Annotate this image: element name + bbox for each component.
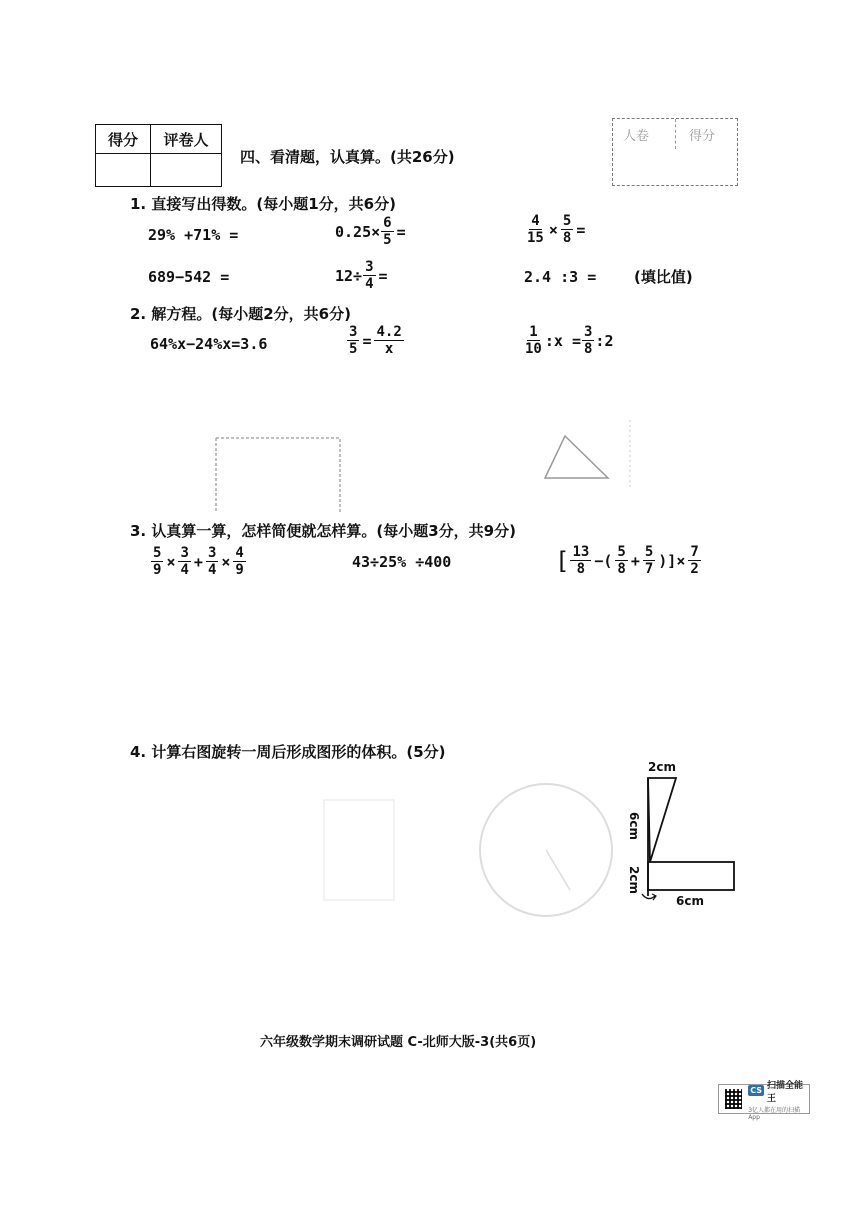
label-bottom-length: 6cm bbox=[676, 894, 704, 908]
q1-item-a: 29% +71% = bbox=[148, 226, 239, 244]
label-top-width: 2cm bbox=[648, 760, 676, 774]
score-table bbox=[95, 124, 222, 187]
faded-circle-shadow bbox=[300, 780, 620, 930]
q2-item-c: $\frac{1}{10}$ :x = $\frac{3}{8}$ :2 bbox=[525, 324, 614, 357]
q1-item-d: 689−542 = bbox=[148, 268, 230, 286]
faded-background-shapes bbox=[200, 420, 660, 520]
faded-stamp: 人卷 得分 bbox=[612, 118, 738, 186]
q2-item-b: $\frac{3}{5}$ = $\frac{4.2}{x}$ bbox=[349, 324, 402, 357]
section-title: 四、看清题，认真算。(共26分) bbox=[240, 148, 455, 166]
q3-item-a: $\frac{5}{9}$ × $\frac{3}{4}$ + $\frac{3}{4}$ × $\frac{4}{9}$ bbox=[153, 545, 244, 578]
q1-item-f: 2.4 :3 = bbox=[524, 268, 597, 286]
score-header: 得分 bbox=[96, 125, 151, 154]
page-footer: 六年级数学期末调研试题 C-北师大版-3(共6页) bbox=[260, 1035, 537, 1050]
qr-code-icon bbox=[725, 1089, 742, 1109]
q2-heading: 2. 解方程。(每小题2分，共6分) bbox=[130, 305, 351, 323]
q4-heading: 4. 计算右图旋转一周后形成图形的体积。(5分) bbox=[130, 743, 446, 761]
q1-ratio-note: (填比值) bbox=[634, 268, 693, 286]
q1-item-c: $\frac{4}{15}$ × $\frac{5}{8}$ = bbox=[527, 213, 586, 246]
grader-cell[interactable] bbox=[151, 154, 222, 187]
q3-item-b: 43÷25% ÷400 bbox=[352, 553, 452, 571]
grader-header: 评卷人 bbox=[151, 125, 222, 154]
q3-heading: 3. 认真算一算，怎样简便就怎样算。(每小题3分，共9分) bbox=[130, 522, 516, 540]
scanner-app-name: 扫描全能王 bbox=[766, 1080, 803, 1104]
q3-item-c: [ $\frac{13}{8}$ −( $\frac{5}{8}$ + $\frac{5}{7}$ )]× $\frac{7}{2}$ bbox=[555, 544, 699, 577]
label-lower-height: 2cm bbox=[627, 866, 641, 894]
q2-item-a: 64%x−24%x=3.6 bbox=[150, 335, 268, 353]
scanner-app-tagline: 3亿人都在用的扫描App bbox=[748, 1106, 801, 1121]
cs-logo-icon: CS bbox=[750, 1086, 762, 1095]
q1-heading: 1. 直接写出得数。(每小题1分，共6分) bbox=[130, 195, 396, 213]
q1-item-b: 0.25× $\frac{6}{5}$ = bbox=[335, 215, 406, 248]
scanner-badge bbox=[718, 1080, 810, 1121]
q1-item-e: 12÷ $\frac{3}{4}$ = bbox=[335, 259, 388, 292]
score-cell[interactable] bbox=[96, 154, 151, 187]
label-upper-height: 6cm bbox=[627, 812, 641, 840]
